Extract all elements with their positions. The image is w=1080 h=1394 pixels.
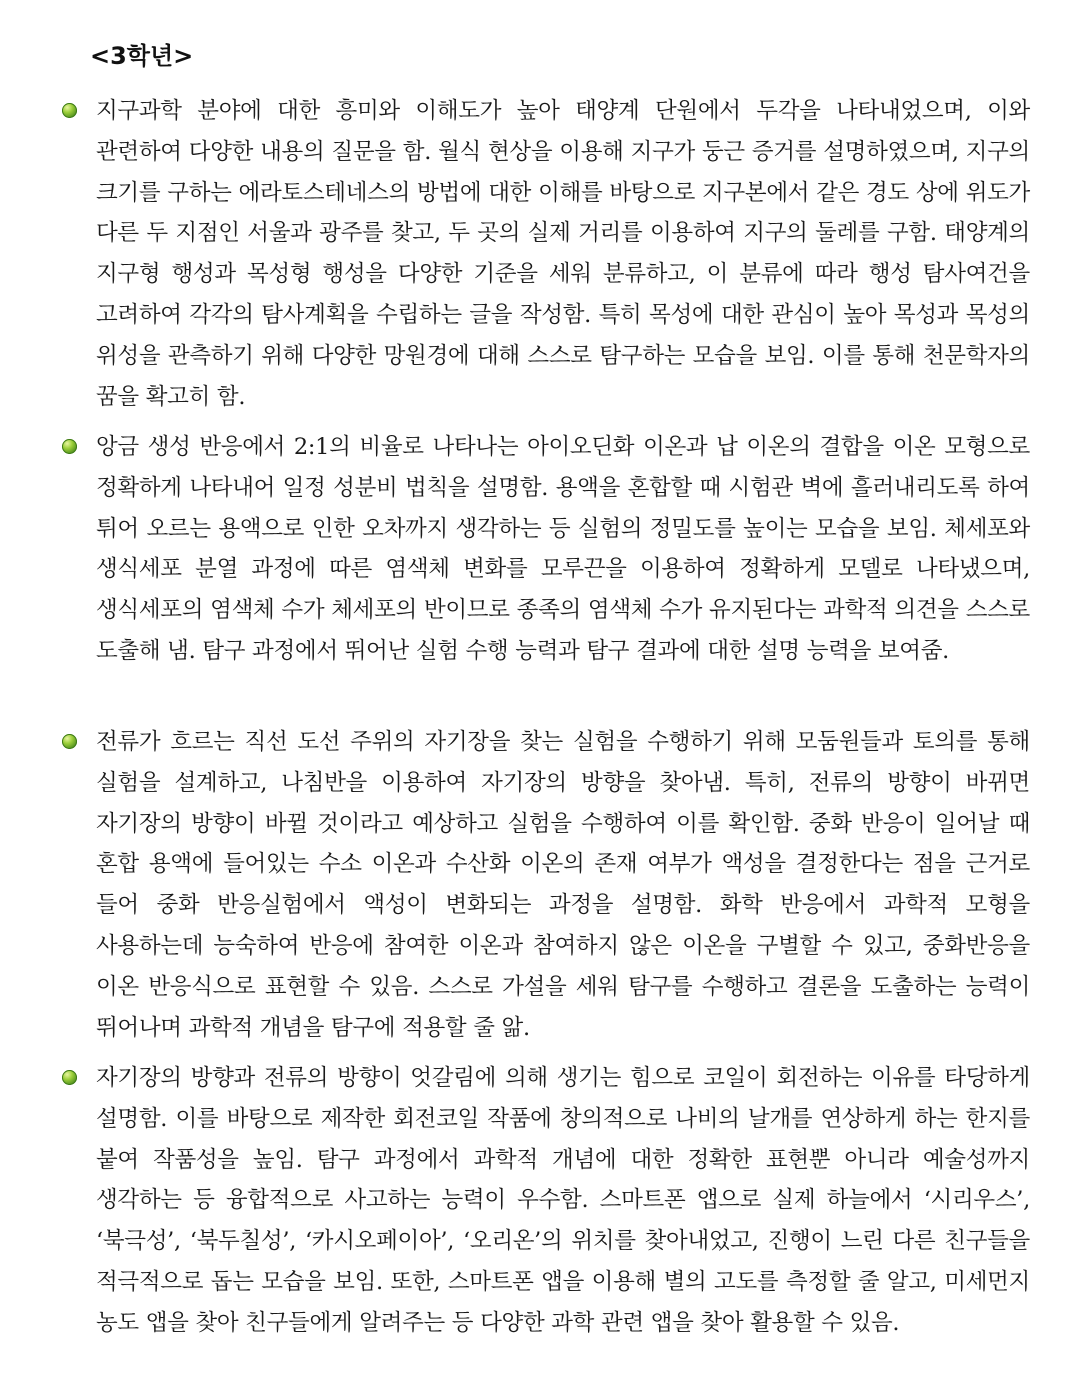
green-bullet-icon: [62, 103, 77, 118]
paragraph-text: 지구과학 분야에 대한 흥미와 이해도가 높아 태양계 단원에서 두각을 나타내었으며, 이와 관련하여 다양한 내용의 질문을 함. 월식 현상을 이용해 지구가 둥근 증거를 설명하였으며, 지구의 크기를 구하는 에라토스테네스의 방법에 대한 이해를 바탕으로 지구본에서 같은 경도 상에 위도가 다른 두 지점인 서울과 광주를 찾고, 두 곳의 실제 거리를 이용하여 지구의 둘레를 구함. 태양계의 지구형 행성과 목성형 행성을 다양한 기준을 세워 분류하고, 이 분류에 따라 행성 탐사여건을 고려하여 각각의 탐사계획을 수립하는 글을 작성함. 특히 목성에 대한 관심이 높아 목성과 목성의 위성을 관측하기 위해 다양한 망원경에 대해 스스로 탐구하는 모습을 보임. 이를 통해 천문학자의 꿈을 확고히 함.: [96, 98, 1030, 410]
green-bullet-icon: [62, 439, 77, 454]
paragraph-text: 전류가 흐르는 직선 도선 주위의 자기장을 찾는 실험을 수행하기 위해 모둠원들과 토의를 통해 실험을 설계하고, 나침반을 이용하여 자기장의 방향을 찾아냄. 특히, 전류의 방향이 바뀌면 자기장의 방향이 바뀔 것이라고 예상하고 실험을 수행하여 이를 확인함. 중화 반응이 일어날 때 혼합 용액에 들어있는 수소 이온과 수산화 이온의 존재 여부가 액성을 결정한다는 점을 근거로 들어 중화 반응실험에서 액성이 변화되는 과정을 설명함. 화학 반응에서 과학적 모형을 사용하는데 능숙하여 반응에 참여한 이온과 참여하지 않은 이온을 구별할 수 있고, 중화반응을 이온 반응식으로 표현할 수 있음. 스스로 가설을 세워 탐구를 수행하고 결론을 도출하는 능력이 뛰어나며 과학적 개념을 탐구에 적용할 줄 앎.: [96, 729, 1030, 1041]
paragraph-text: 자기장의 방향과 전류의 방향이 엇갈림에 의해 생기는 힘으로 코일이 회전하는 이유를 타당하게 설명함. 이를 바탕으로 제작한 회전코일 작품에 창의적으로 나비의 날개를 연상하게 하는 한지를 붙여 작품성을 높임. 탐구 과정에서 과학적 개념에 대한 정확한 표현뿐 아니라 예술성까지 생각하는 등 융합적으로 사고하는 능력이 우수함. 스마트폰 앱으로 실제 하늘에서 ‘시리우스’, ‘북극성’, ‘북두칠성’, ‘카시오페이아’, ‘오리온’의 위치를 찾아내었고, 진행이 느린 다른 친구들을 적극적으로 돕는 모습을 보임. 또한, 스마트폰 앱을 이용해 별의 고도를 측정할 줄 알고, 미세먼지 농도 앱을 찾아 친구들에게 알려주는 등 다양한 과학 관련 앱을 찾아 활용할 수 있음.: [96, 1065, 1030, 1336]
grade-heading: <3학년>: [90, 42, 194, 70]
green-bullet-icon: [62, 1070, 77, 1085]
paragraph-text: 앙금 생성 반응에서 2:1의 비율로 나타나는 아이오딘화 이온과 납 이온의 결합을 이온 모형으로 정확하게 나타내어 일정 성분비 법칙을 설명함. 용액을 혼합할 때 시험관 벽에 흘러내리도록 하여 튀어 오르는 용액으로 인한 오차까지 생각하는 등 실험의 정밀도를 높이는 모습을 보임. 체세포와 생식세포 분열 과정에 따른 염색체 변화를 모루끈을 이용하여 정확하게 모델로 나타냈으며, 생식세포의 염색체 수가 체세포의 반이므로 종족의 염색체 수가 유지된다는 과학적 의견을 스스로 도출해 냄. 탐구 과정에서 뛰어난 실험 수행 능력과 탐구 결과에 대한 설명 능력을 보여줌.: [96, 434, 1030, 664]
green-bullet-icon: [62, 734, 77, 749]
